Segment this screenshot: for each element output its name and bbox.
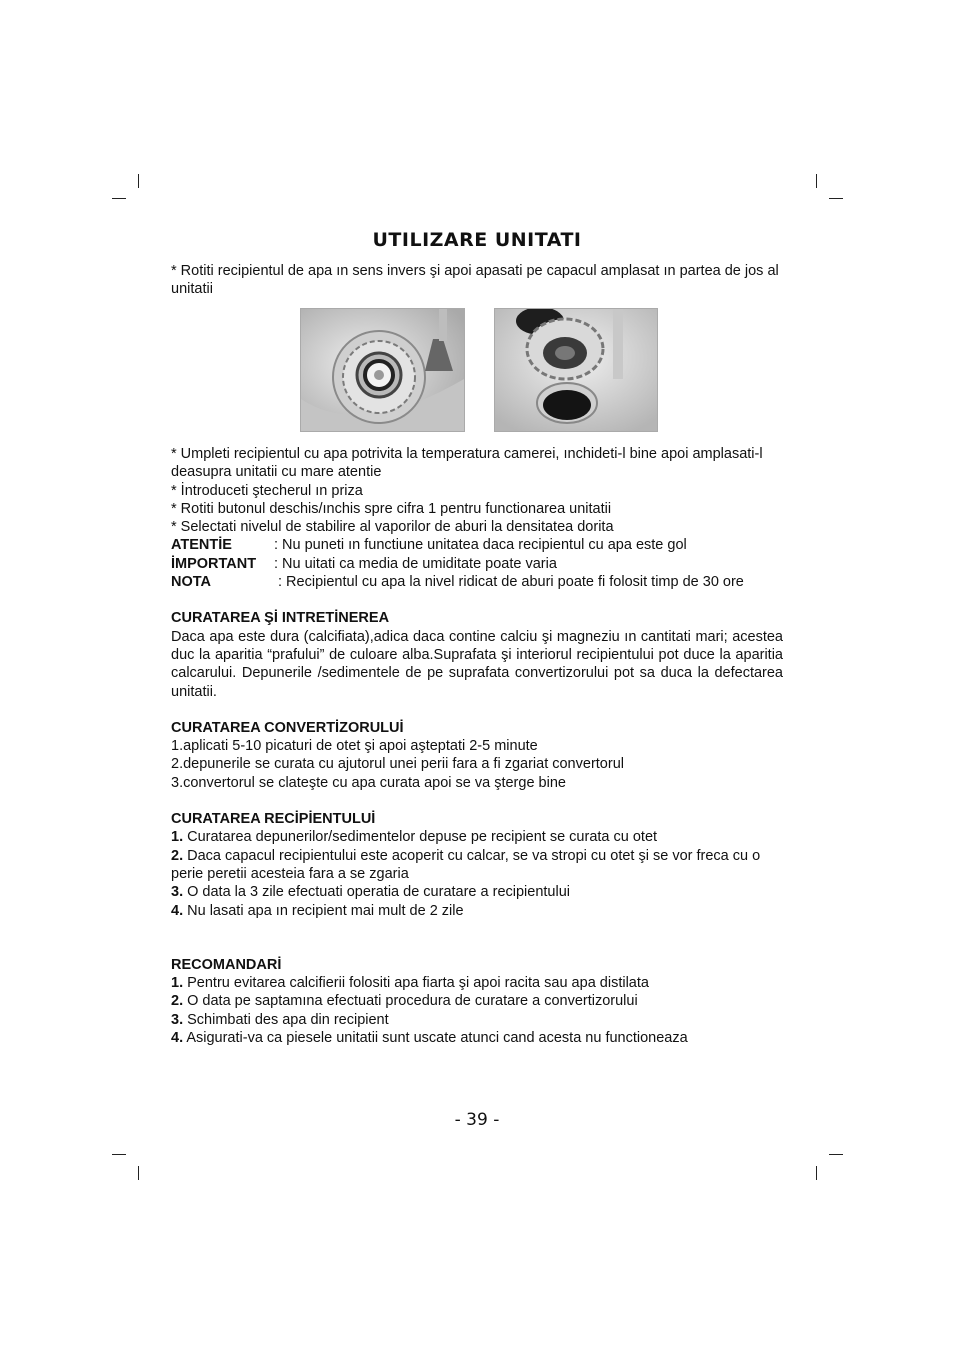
notice-text: : Nu puneti ın functiune unitatea daca recipientul cu apa este gol: [274, 537, 687, 554]
page-number: - 39 -: [454, 1110, 500, 1130]
notice-label: İMPORTANT: [171, 555, 257, 572]
list-item: 1.aplicati 5-10 picaturi de otet şi apoi aşteptati 2-5 minute: [171, 738, 538, 755]
crop-mark: [112, 198, 126, 199]
crop-mark: [816, 174, 817, 188]
section-heading: CURATAREA Şİ INTRETİNEREA: [171, 610, 390, 627]
step-item: * İntroduceti ştecherul ın priza: [171, 482, 363, 499]
list-item: 1. Curatarea depunerilor/sedimentelor depuse pe recipient se curata cu otet: [171, 829, 658, 846]
photo-recipient-open: [494, 308, 658, 432]
photo-cap-bottom: [300, 308, 465, 432]
intro-text: * Rotiti recipientul de apa ın sens invers şi apoi apasati pe capacul amplasat ın partea de jos al unitatii: [171, 263, 779, 298]
step-item: * Selectati nivelul de stabilire al vaporilor de aburi la densitatea dorita: [171, 519, 614, 536]
list-item: 4. Asigurati-va ca piesele unitatii sunt uscate atunci cand acesta nu functioneaza: [171, 1030, 688, 1047]
notice-label: NOTA: [171, 574, 212, 591]
step-item: * Umpleti recipientul cu apa potrivita la temperatura camerei, ınchideti-l bine apoi amplasati-l deasupra unitatii cu mare atentie: [171, 446, 763, 481]
list-item: 2. O data pe saptamına efectuati procedura de curatare a convertizorului: [171, 993, 638, 1010]
crop-mark: [138, 174, 139, 188]
list-item: 1. Pentru evitarea calcifierii folositi apa fiarta şi apoi racita sau apa distilata: [171, 975, 649, 992]
intro-block: [171, 262, 783, 299]
list-item: 3. Schimbati des apa din recipient: [171, 1011, 389, 1028]
list-item: 2.depunerile se curata cu ajutorul unei perii fara a fi zgariat convertorul: [171, 756, 624, 773]
section-heading: RECOMANDARİ: [171, 956, 282, 973]
notice-text: : Recipientul cu apa la nivel ridicat de aburi poate fi folosit timp de 30 ore: [278, 574, 744, 591]
crop-mark: [138, 1166, 139, 1180]
crop-mark: [816, 1166, 817, 1180]
crop-mark: [829, 1154, 843, 1155]
section-heading: CURATAREA CONVERTİZORULUİ: [171, 719, 404, 736]
notice-label: ATENTİE: [171, 537, 232, 554]
section-paragraph: Daca apa este dura (calcifiata),adica daca contine calciu şi magneziu ın cantitati mari; acestea duc la aparitia “prafului” de culoare alba.Suprafata şi interiorul recipientului pot duce la aparitia calcarului. Depunerile /sedimentele de pe suprafata convertizorului pot sa duca la defectarea unitatii.: [171, 628, 783, 700]
step-item: * Rotiti butonul deschis/ınchis spre cifra 1 pentru functionarea unitatii: [171, 500, 612, 517]
notice-important: [171, 555, 783, 573]
list-item: 2. Daca capacul recipientului este acoperit cu calcar, se va stropi cu otet şi se vor freca cu o perie peretii acesteia fara a se zgaria: [171, 847, 761, 882]
crop-mark: [112, 1154, 126, 1155]
page-title: UTILIZARE UNITATI: [372, 229, 582, 251]
list-item: 3. O data la 3 zile efectuati operatia de curatare a recipientului: [171, 884, 570, 901]
notice-atentie: [171, 536, 783, 554]
notice-text: : Nu uitati ca media de umiditate poate varia: [274, 555, 557, 572]
list-item: 4. Nu lasati apa ın recipient mai mult de 2 zile: [171, 902, 464, 919]
crop-mark: [829, 198, 843, 199]
list-item: 3.convertorul se clateşte cu apa curata apoi se va şterge bine: [171, 774, 566, 791]
notice-nota: [171, 573, 783, 591]
section-heading: CURATAREA RECİPİENTULUİ: [171, 811, 376, 828]
main-text: [171, 445, 783, 1047]
photo-row: [300, 308, 656, 430]
